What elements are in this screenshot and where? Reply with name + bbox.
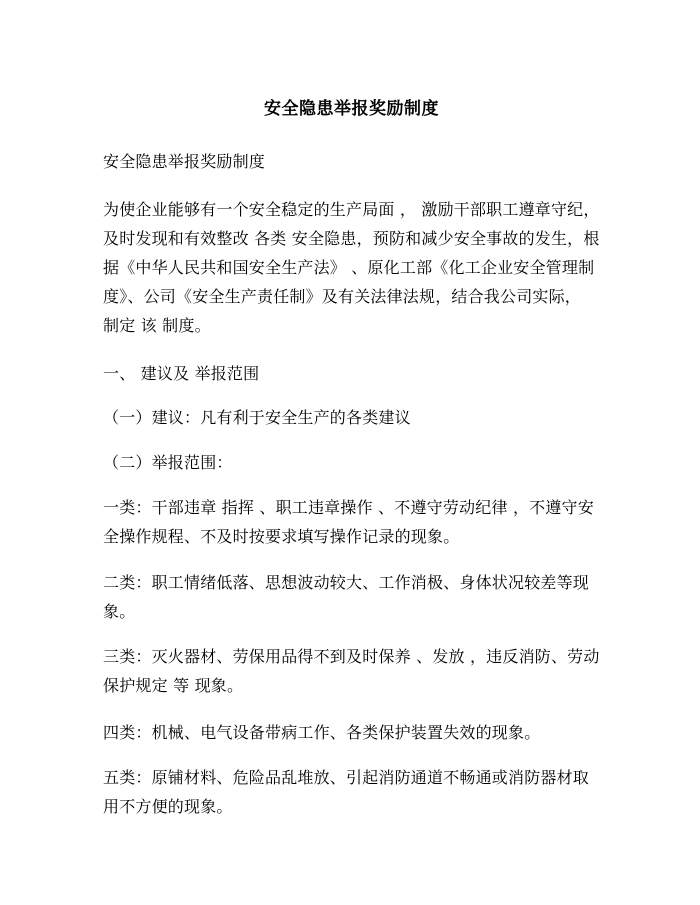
item-report-scope: （二）举报范围： — [103, 453, 233, 472]
category-line: 全操作规程、不及时按要求填写操作记录的现象。 — [103, 527, 460, 546]
item-suggestion: （一）建议：凡有利于安全生产的各类建议 — [103, 408, 411, 427]
category-line: 二类：职工情绪低落、思想波动较大、工作消极、身体状况较差等现 — [103, 573, 590, 592]
category-line: 保护规定 等 现象。 — [103, 676, 244, 695]
category-line: 四类：机械、电气设备带病工作、各类保护装置失效的现象。 — [103, 723, 541, 742]
category-5-paragraph — [103, 763, 600, 821]
intro-line: 度》、公司《安全生产责任制》及有关法律法规，结合我公司实际， — [103, 287, 582, 306]
document-subtitle: 安全隐患举报奖励制度 — [103, 152, 266, 171]
category-4-paragraph — [103, 718, 600, 747]
intro-paragraph — [103, 195, 600, 340]
category-2-paragraph — [103, 568, 600, 626]
category-line: 三类：灭火器材、劳保用品得不到及时保养 、发放 ，违反消防、劳动 — [103, 647, 600, 666]
category-line: 五类：原铺材料、危险品乱堆放、引起消防通道不畅通或消防器材取 — [103, 768, 590, 787]
intro-line: 为使企业能够有一个安全稳定的生产局面 ， 激励干部职工遵章守纪， — [103, 200, 600, 219]
category-line: 一类：干部违章 指挥 、职工违章操作 、不遵守劳动纪律 ，不遵守安 — [103, 498, 594, 517]
category-line: 用不方便的现象。 — [103, 797, 233, 816]
intro-line: 及时发现和有效整改 各类 安全隐患，预防和减少安全事故的发生，根 — [103, 229, 600, 248]
category-3-paragraph — [103, 642, 600, 700]
intro-line: 据《中华人民共和国安全生产法》 、原化工部《化工企业安全管理制 — [103, 258, 595, 277]
category-1-paragraph — [103, 493, 600, 551]
category-line: 象。 — [103, 602, 136, 621]
document-title: 安全隐患举报奖励制度 — [264, 99, 439, 119]
intro-line: 制定 该 制度。 — [103, 316, 211, 335]
section-heading: 一、 建议及 举报范围 — [103, 364, 260, 383]
